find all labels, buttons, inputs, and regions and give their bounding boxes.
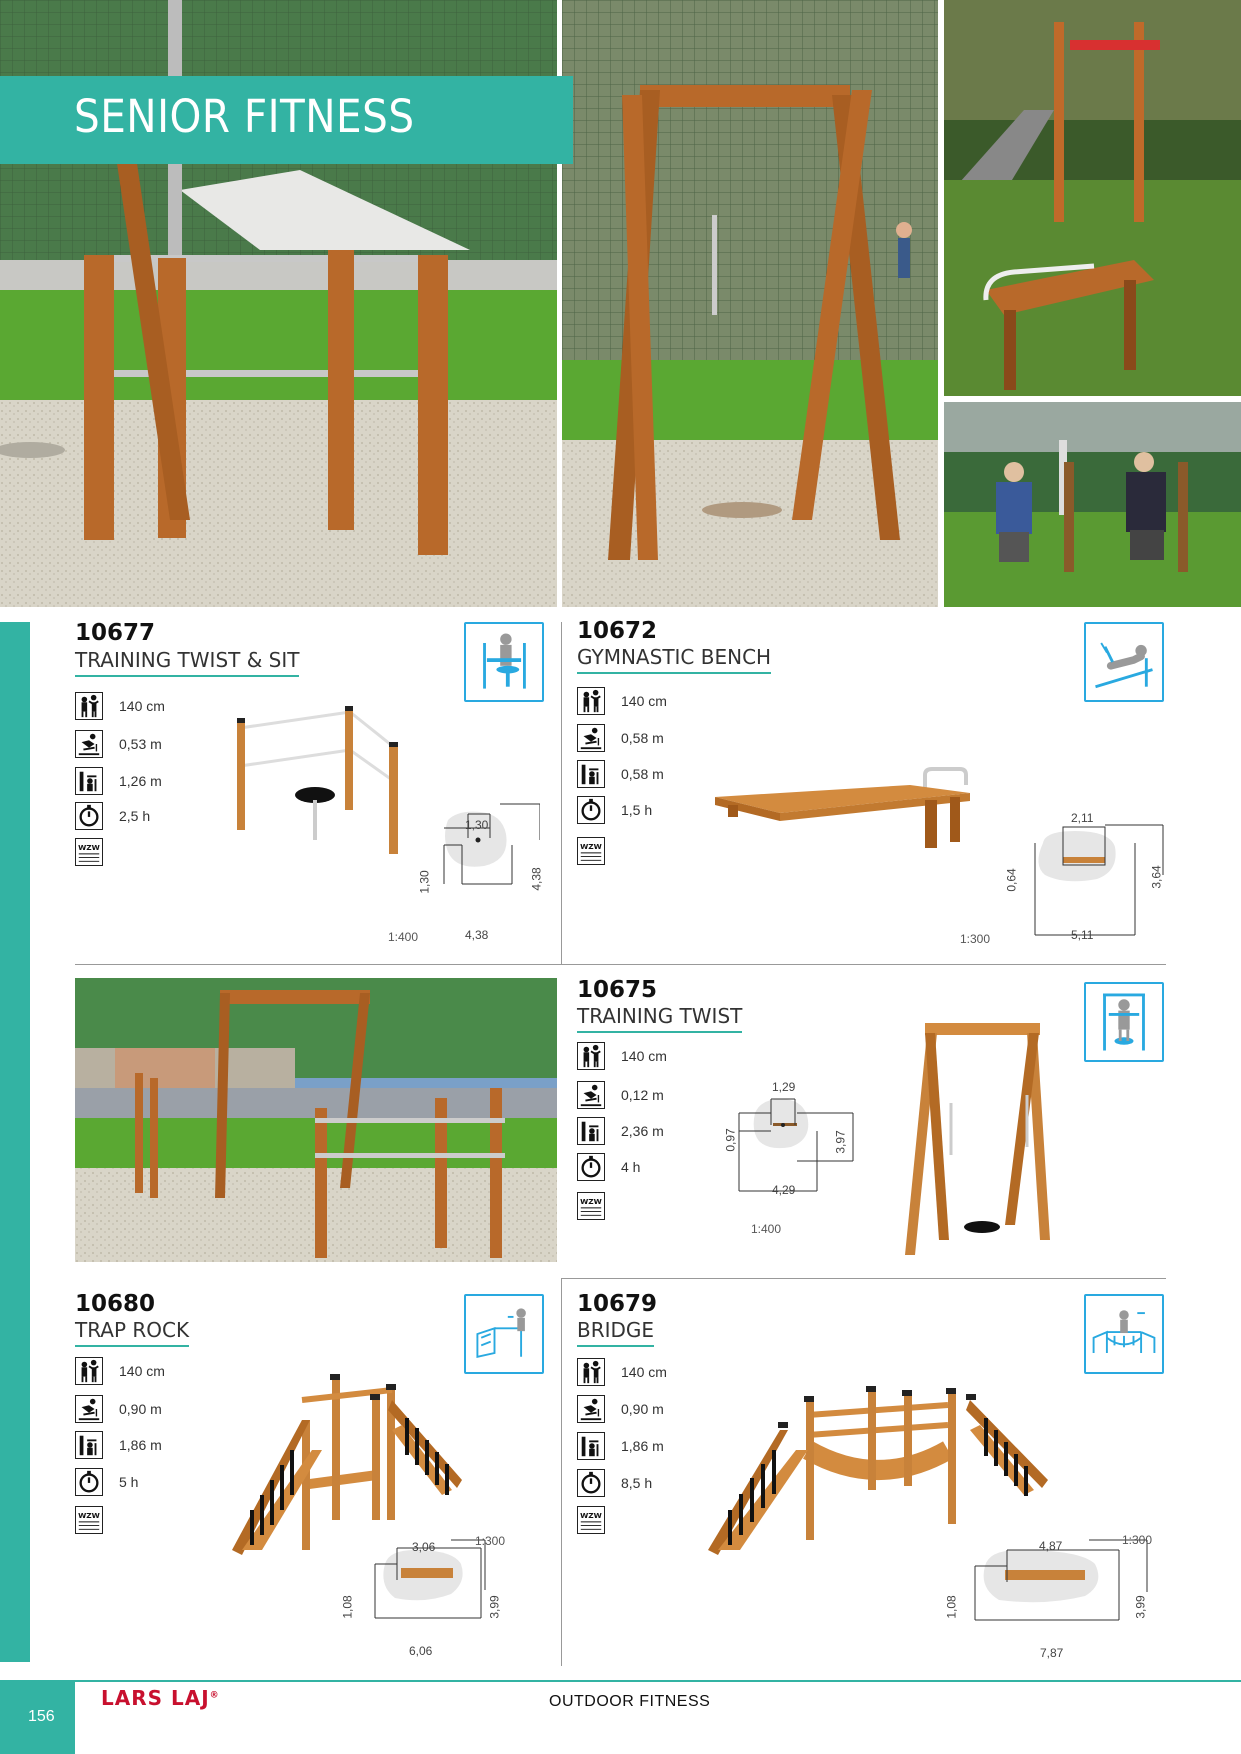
fall-height-icon bbox=[577, 724, 605, 752]
spec-age: 140 cm bbox=[577, 687, 737, 717]
spec-age: 140 cm bbox=[577, 1358, 737, 1388]
brand-logo bbox=[101, 1686, 220, 1710]
spec-wzw bbox=[577, 1506, 637, 1536]
spec-wzw bbox=[75, 838, 135, 868]
spec-fall-height: 0,53 m bbox=[75, 730, 235, 760]
product-name: TRAP ROCK bbox=[75, 1318, 189, 1347]
spec-fall-height: 0,12 m bbox=[577, 1081, 737, 1111]
dim-bottom: 4,38 bbox=[465, 928, 489, 942]
product-code: 10675 bbox=[577, 977, 658, 1003]
product-code: 10672 bbox=[577, 618, 658, 644]
product-name: GYMNASTIC BENCH bbox=[577, 645, 771, 674]
dim-left: 1,30 bbox=[417, 870, 432, 894]
spec-time: 2,5 h bbox=[75, 802, 235, 832]
render-training-twist-sit bbox=[225, 700, 415, 860]
dim-bottom: 6,06 bbox=[409, 1644, 433, 1658]
wzw-icon bbox=[577, 1192, 605, 1220]
height-icon bbox=[75, 1431, 103, 1459]
spec-height: 1,86 m bbox=[577, 1432, 737, 1462]
page-number-box bbox=[0, 1680, 75, 1754]
dim-right: 3,99 bbox=[487, 1595, 502, 1619]
time-icon bbox=[577, 796, 605, 824]
dim-bottom: 5,11 bbox=[1071, 928, 1094, 942]
photo-trap-rock bbox=[75, 978, 557, 1262]
time-icon bbox=[75, 802, 103, 830]
row-divider-2 bbox=[561, 1278, 1166, 1279]
dim-top: 2,11 bbox=[1071, 811, 1094, 825]
photo-seniors-exercising bbox=[944, 402, 1241, 607]
age-icon bbox=[75, 1357, 103, 1385]
wzw-icon bbox=[577, 837, 605, 865]
bench-badge-icon bbox=[1084, 622, 1164, 702]
dim-right: 4,38 bbox=[529, 867, 544, 891]
page-number: 156 bbox=[28, 1708, 55, 1725]
spec-wzw bbox=[75, 1506, 135, 1536]
spec-fall-height: 0,90 m bbox=[577, 1395, 737, 1425]
fall-height-icon bbox=[75, 730, 103, 758]
site-plan-bench bbox=[1005, 815, 1165, 945]
render-training-twist bbox=[905, 1015, 1055, 1260]
dim-left: 1,08 bbox=[944, 1595, 959, 1619]
twist-sit-badge-icon bbox=[464, 622, 544, 702]
spec-fall-height: 0,58 m bbox=[577, 724, 737, 754]
product-code: 10680 bbox=[75, 1291, 156, 1317]
height-icon bbox=[577, 1117, 605, 1145]
product-code: 10679 bbox=[577, 1291, 658, 1317]
spec-wzw bbox=[577, 1192, 637, 1222]
dim-top: 4,87 bbox=[1039, 1539, 1063, 1553]
scale-label: 1:400 bbox=[751, 1222, 782, 1236]
brand-name: LARS LAJ bbox=[101, 1686, 210, 1710]
age-icon bbox=[577, 1042, 605, 1070]
spec-height: 2,36 m bbox=[577, 1117, 737, 1147]
spec-wzw bbox=[577, 837, 637, 867]
scale-label: 1:300 bbox=[1122, 1533, 1153, 1547]
spec-time: 8,5 h bbox=[577, 1469, 737, 1499]
dim-bottom: 7,87 bbox=[1040, 1646, 1064, 1660]
height-icon bbox=[577, 760, 605, 788]
dim-bottom: 4,29 bbox=[772, 1183, 796, 1197]
spec-age: 140 cm bbox=[75, 1357, 235, 1387]
spec-time: 5 h bbox=[75, 1468, 235, 1498]
section-title: SENIOR FITNESS bbox=[74, 90, 415, 143]
fall-height-icon bbox=[577, 1081, 605, 1109]
spec-time: 4 h bbox=[577, 1153, 737, 1183]
wzw-icon bbox=[75, 838, 103, 866]
time-icon bbox=[577, 1469, 605, 1497]
spec-height: 0,58 m bbox=[577, 760, 737, 790]
time-icon bbox=[577, 1153, 605, 1181]
dim-top: 1,30 bbox=[465, 818, 489, 832]
age-icon bbox=[577, 687, 605, 715]
column-divider-top bbox=[561, 622, 562, 964]
wzw-icon bbox=[75, 1506, 103, 1534]
height-icon bbox=[75, 767, 103, 795]
spec-fall-height: 0,90 m bbox=[75, 1395, 235, 1425]
footer-rule bbox=[75, 1680, 1241, 1682]
brand-registered-mark: ® bbox=[209, 1690, 220, 1701]
photo-training-twist bbox=[562, 0, 938, 607]
product-name: BRIDGE bbox=[577, 1318, 654, 1347]
spec-time: 1,5 h bbox=[577, 796, 737, 826]
dim-right: 3,97 bbox=[833, 1130, 848, 1154]
dim-left: 0,97 bbox=[723, 1128, 738, 1152]
time-icon bbox=[75, 1468, 103, 1496]
dim-top: 3,06 bbox=[412, 1540, 436, 1554]
product-code: 10677 bbox=[75, 620, 156, 646]
render-gymnastic-bench bbox=[710, 765, 975, 865]
age-icon bbox=[75, 692, 103, 720]
dim-left: 0,64 bbox=[1004, 868, 1019, 892]
trap-rock-badge-icon bbox=[464, 1294, 544, 1374]
fall-height-icon bbox=[577, 1395, 605, 1423]
spec-age: 140 cm bbox=[577, 1042, 737, 1072]
render-bridge bbox=[708, 1360, 1053, 1560]
product-name: TRAINING TWIST & SIT bbox=[75, 648, 299, 677]
training-twist-badge-icon bbox=[1084, 982, 1164, 1062]
spec-height: 1,86 m bbox=[75, 1431, 235, 1461]
row-divider-1 bbox=[75, 964, 1166, 965]
photo-gymnastic-bench bbox=[944, 0, 1241, 396]
age-icon bbox=[577, 1358, 605, 1386]
scale-label: 1:300 bbox=[475, 1534, 506, 1548]
height-icon bbox=[577, 1432, 605, 1460]
wzw-icon bbox=[577, 1506, 605, 1534]
dim-right: 3,64 bbox=[1149, 865, 1164, 889]
scale-label: 1:300 bbox=[960, 932, 991, 946]
section-title-band bbox=[0, 76, 573, 164]
dim-top: 1,29 bbox=[772, 1080, 796, 1094]
spec-height: 1,26 m bbox=[75, 767, 235, 797]
footer-category: OUTDOOR FITNESS bbox=[549, 1693, 711, 1710]
site-plan-twist-sit bbox=[417, 800, 540, 900]
spec-age: 140 cm bbox=[75, 692, 235, 722]
left-accent-bar bbox=[0, 622, 30, 1662]
fall-height-icon bbox=[75, 1395, 103, 1423]
scale-label: 1:400 bbox=[388, 930, 419, 944]
dim-right: 3,99 bbox=[1133, 1595, 1148, 1619]
bridge-badge-icon bbox=[1084, 1294, 1164, 1374]
column-divider-bottom bbox=[561, 1278, 562, 1666]
dim-left: 1,08 bbox=[340, 1595, 355, 1619]
product-name: TRAINING TWIST bbox=[577, 1004, 742, 1033]
